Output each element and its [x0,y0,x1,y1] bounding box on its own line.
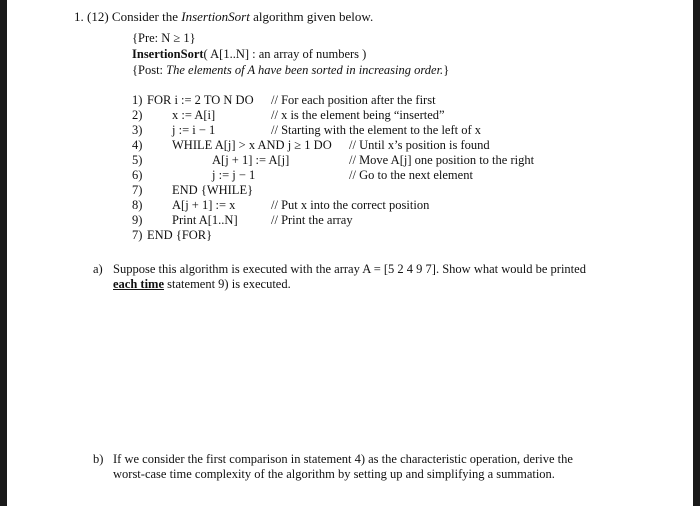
precondition: {Pre: N ≥ 1} [132,31,196,45]
code-line-text: WHILE A[j] > x AND j ≥ 1 DO [172,138,332,152]
question-prefix: 1. (12) Consider the [74,9,182,24]
postcondition [132,63,449,78]
left-border [0,0,7,506]
code-line-comment: // Move A[j] one position to the right [349,153,535,167]
code-line-comment: // Go to the next element [349,168,473,182]
post-label: {Post: [132,63,167,77]
part-a-label: a) [93,262,103,276]
code-line-text: FOR i := 2 TO N DO [147,93,254,107]
code-line-text: x := A[i] [172,108,216,122]
code-line-text: END {FOR} [147,228,213,242]
part-a-line1: Suppose this algorithm is executed with the array A = [5 2 4 9 7]. Show what would be printed [113,262,586,276]
code-line-comment: // For each position after the first [271,93,436,107]
post-text: The elements of A have been sorted in increasing order. [166,63,444,77]
code-line-comment: // Put x into the correct position [271,198,430,212]
code-line-text: j := j − 1 [212,168,256,182]
signature-args: ( A[1..N] : an array of numbers ) [203,47,367,61]
code-line-text: A[j + 1] := x [172,198,236,212]
code-line-num: 2) [132,108,143,122]
question-suffix: algorithm given below. [249,9,374,24]
code-line-num: 5) [132,153,143,167]
part-b-line1: If we consider the first comparison in statement 4) as the characteristic operation, derive the [113,452,573,466]
code-line-num: 3) [132,123,143,137]
signature-name: InsertionSort [132,47,204,61]
part-a-line2 [113,277,291,292]
part-b-label: b) [93,452,104,466]
code-line-comment: // Print the array [271,213,353,227]
code-line-text: j := i − 1 [172,123,216,137]
algorithm-name: InsertionSort [181,9,250,24]
code-line-num: 7) [132,183,143,197]
code-line-text: Print A[1..N] [172,213,238,227]
post-close: } [443,63,450,77]
code-line-text: END {WHILE} [172,183,254,197]
code-line-num: 1) [132,93,143,107]
code-line-num: 7) [132,228,143,242]
part-a-emphasis: each time [113,277,165,291]
code-line-comment: // Starting with the element to the left of x [271,123,482,137]
code-line-comment: // x is the element being “inserted” [271,108,445,122]
code-line-num: 8) [132,198,143,212]
code-line-num: 9) [132,213,143,227]
code-line-num: 4) [132,138,143,152]
code-line-text: A[j + 1] := A[j] [212,153,290,167]
code-line-comment: // Until x’s position is found [349,138,490,152]
question-heading [74,9,373,24]
signature [132,47,366,62]
right-border [693,0,700,506]
code-line-num: 6) [132,168,143,182]
part-a-line2-rest: statement 9) is executed. [164,277,291,291]
part-b-line2: worst-case time complexity of the algorithm by setting up and simplifying a summation. [113,467,555,481]
